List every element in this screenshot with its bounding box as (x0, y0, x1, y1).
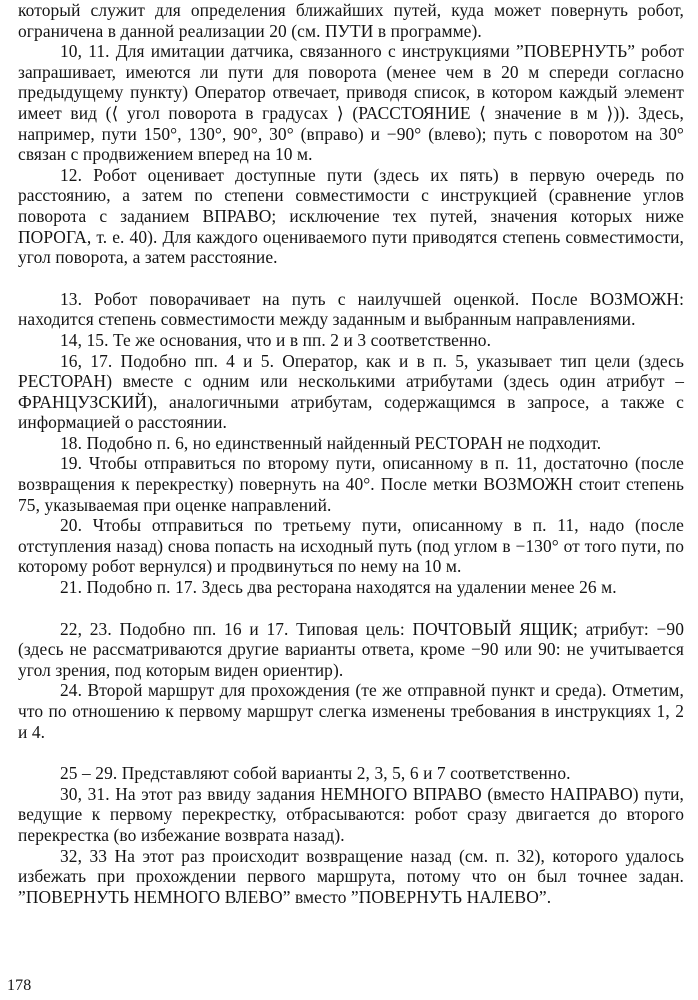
paragraph-22-23: 22, 23. Подобно пп. 16 и 17. Типовая цель: ПОЧТОВЫЙ ЯЩИК; атрибут: −90 (здесь не рассматриваются другие варианты ответа, кроме −90 или 90: не учитывается угол зрения, под которым виден ориентир). (18, 618, 684, 680)
paragraph-12: 12. Робот оценивает доступные пути (здесь их пять) в первую очередь по расстоянию, а затем по степени совместимости с инструкцией (сравнение углов поворота с заданием ВПРАВО; исключение тех путей, значения которых ниже ПОРОГА, т. е. 40). Для каждого оцениваемого пути приводятся степень совместимости, угол поворота, а затем расстояние. (18, 164, 684, 268)
paragraph-14-15: 14, 15. Те же основания, что и в пп. 2 и 3 соответственно. (60, 329, 492, 350)
paragraph-25-29: 25 – 29. Представляют собой варианты 2, 3, 5, 6 и 7 соответственно. (60, 763, 571, 784)
body-text (18, 0, 684, 907)
paragraph-20: 20. Чтобы отправиться по третьему пути, описанному в п. 11, надо (после отступления назад) снова попасть на исходный путь (под углом в −130° от того пути, по которому робот вернулся) и продвинуться по нему на 10 м. (18, 515, 684, 577)
paragraph-continuation: который служит для определения ближайших путей, куда может повернуть робот, ограничена в данной реализации 20 (см. ПУТИ в программе). (18, 0, 684, 41)
paragraph-16-17: 16, 17. Подобно пп. 4 и 5. Оператор, как и в п. 5, указывает тип цели (здесь РЕСТОРАН) вместе с одним или несколькими атрибутами (здесь один атрибут – ФРАНЦУЗСКИЙ), аналогичными атрибутам, содержащимся в запросе, а также с информацией о расстоянии. (18, 350, 684, 433)
paragraph-13: 13. Робот поворачивает на путь с наилучшей оценкой. После ВОЗМОЖН: находится степень совместимости между заданным и выбранным направлениями. (18, 288, 684, 330)
page-number: 178 (7, 977, 32, 994)
paragraph-30-31: 30, 31. На этот раз ввиду задания НЕМНОГО ВПРАВО (вместо НАПРАВО) пути, ведущие к первому перекрестку, отбрасываются: робот сразу двигается до второго перекрестка (во избежание возврата назад). (18, 783, 684, 845)
paragraph-32-33: 32, 33 На этот раз происходит возвращение назад (см. п. 32), которого удалось избежать при прохождении первого маршрута, потому что он был точнее задан. ”ПОВЕРНУТЬ НЕМНОГО ВЛЕВО” вместо ”ПОВЕРНУТЬ НАЛЕВО”. (18, 845, 684, 907)
paragraph-24: 24. Второй маршрут для прохождения (те же отправной пункт и среда). Отметим, что по отношению к первому маршрут слегка изменены требования в инструкциях 1, 2 и 4. (18, 680, 684, 742)
paragraph-18: 18. Подобно п. 6, но единственный найденный РЕСТОРАН не подходит. (60, 432, 602, 453)
paragraph-21: 21. Подобно п. 17. Здесь два ресторана находятся на удалении менее 26 м. (60, 577, 617, 598)
paragraph-10-11: 10, 11. Для имитации датчика, связанного с инструкциями ”ПОВЕРНУТЬ” робот запрашивает, имеются ли пути для поворота (менее чем в 20 м спереди согласно предыдущему пункту) Оператор отвечает, приводя список, в котором каждый элемент имеет вид (⟨ угол поворота в градусах ⟩ (РАССТОЯНИЕ ⟨ значение в м ⟩)). Здесь, например, пути 150°, 130°, 90°, 30° (вправо) и −90° (влево); путь с поворотом на 30° связан с продвижением вперед на 10 м. (18, 41, 684, 165)
paragraph-19: 19. Чтобы отправиться по второму пути, описанному в п. 11, достаточно (после возвращения к перекрестку) повернуть на 40°. После метки ВОЗМОЖН стоит степень 75, указываемая при оценке направлений. (18, 453, 684, 515)
